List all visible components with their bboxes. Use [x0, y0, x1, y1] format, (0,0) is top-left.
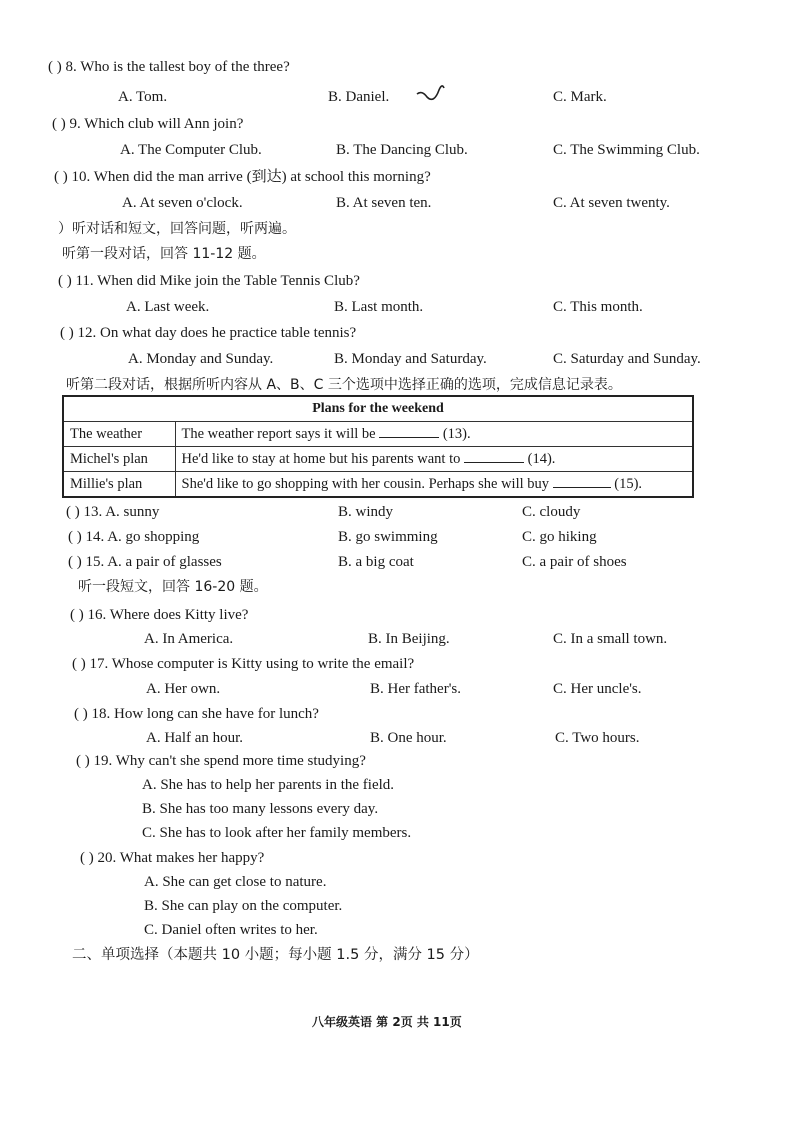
- section-heading: 二、单项选择（本题共 10 小题；每小题 1.5 分，满分 15 分）: [72, 947, 479, 963]
- option-b[interactable]: B. She has too many lessons every day.: [142, 801, 379, 817]
- option-c[interactable]: C. Her uncle's.: [553, 681, 642, 697]
- question-14: [68, 528, 199, 546]
- option-b[interactable]: B. Monday and Saturday.: [334, 351, 487, 367]
- row-content: [175, 422, 693, 447]
- question-10: [54, 168, 431, 186]
- question-text: When did Mike join the Table Tennis Club?: [97, 273, 360, 289]
- question-19: [76, 752, 366, 770]
- option-b[interactable]: B. Her father's.: [370, 681, 462, 697]
- option-a[interactable]: A. a pair of glasses: [107, 554, 222, 570]
- row-ref: (13).: [442, 426, 471, 442]
- row-label: Millie's plan: [63, 472, 175, 498]
- answer-blank[interactable]: [553, 475, 611, 488]
- option-c[interactable]: C. This month.: [553, 299, 643, 315]
- option-b[interactable]: B. a big coat: [338, 554, 414, 570]
- option-a[interactable]: A. sunny: [105, 504, 160, 520]
- question-number: ( ) 10.: [54, 169, 91, 185]
- option-a[interactable]: A. In America.: [144, 631, 234, 647]
- option-a[interactable]: A. Half an hour.: [146, 730, 244, 746]
- question-number: ( ) 20.: [80, 850, 117, 866]
- question-text: When did the man arrive (到达) at school this morning?: [93, 169, 431, 185]
- row-text: He'd like to stay at home but his parents want to: [181, 451, 461, 467]
- option-c[interactable]: C. She has to look after her family members.: [142, 825, 412, 841]
- question-18: [74, 705, 319, 723]
- option-c[interactable]: C. Mark.: [553, 89, 607, 105]
- instruction-listen-twice: ）听对话和短文，回答问题，听两遍。: [58, 221, 296, 237]
- question-9: [52, 115, 243, 133]
- option-a[interactable]: A. The Computer Club.: [120, 142, 262, 158]
- plans-table: [62, 395, 694, 498]
- question-number: ( ) 16.: [70, 607, 107, 623]
- question-text: Who is the tallest boy of the three?: [80, 59, 290, 75]
- table-header-row: [63, 396, 693, 422]
- table-row: [63, 422, 693, 447]
- question-8: [48, 58, 290, 76]
- question-20: [80, 849, 264, 867]
- question-number: ( ) 19.: [76, 753, 113, 769]
- question-17: [72, 655, 414, 673]
- table-title: Plans for the weekend: [63, 396, 693, 422]
- question-text: Whose computer is Kitty using to write the email?: [111, 656, 415, 672]
- question-text: What makes her happy?: [119, 850, 265, 866]
- answer-blank[interactable]: [464, 450, 524, 463]
- question-text: How long can she have for lunch?: [114, 706, 319, 722]
- row-content: [175, 472, 693, 498]
- option-b[interactable]: B. windy: [338, 504, 394, 520]
- option-b[interactable]: B. In Beijing.: [368, 631, 450, 647]
- question-number: ( ) 15.: [68, 554, 105, 570]
- question-13: [66, 503, 159, 521]
- question-text: Where does Kitty live?: [109, 607, 249, 623]
- question-text: Which club will Ann join?: [84, 116, 244, 132]
- row-ref: (15).: [614, 476, 643, 492]
- question-number: ( ) 13.: [66, 504, 103, 520]
- option-a[interactable]: A. She has to help her parents in the field.: [142, 777, 395, 793]
- instruction-passage: 听一段短文，回答 16-20 题。: [78, 579, 268, 595]
- page-footer: 八年级英语 第 2页 共 11页: [312, 1015, 462, 1029]
- question-16: [70, 606, 248, 624]
- answer-blank[interactable]: [379, 425, 439, 438]
- row-label: Michel's plan: [63, 447, 175, 472]
- table-row: [63, 472, 693, 498]
- option-b[interactable]: B. go swimming: [338, 529, 438, 545]
- question-11: [58, 272, 360, 290]
- option-a[interactable]: A. go shopping: [107, 529, 200, 545]
- row-text: The weather report says it will be: [181, 426, 376, 442]
- option-b[interactable]: B. One hour.: [370, 730, 447, 746]
- option-b[interactable]: B. She can play on the computer.: [144, 898, 343, 914]
- option-a[interactable]: A. Monday and Sunday.: [128, 351, 274, 367]
- question-text: Why can't she spend more time studying?: [115, 753, 366, 769]
- option-c[interactable]: C. go hiking: [522, 529, 597, 545]
- option-a[interactable]: A. Tom.: [118, 89, 168, 105]
- row-ref: (14).: [527, 451, 556, 467]
- table-row: [63, 447, 693, 472]
- option-c[interactable]: C. The Swimming Club.: [553, 142, 700, 158]
- option-a[interactable]: A. Her own.: [146, 681, 221, 697]
- option-c[interactable]: C. In a small town.: [553, 631, 668, 647]
- question-number: ( ) 17.: [72, 656, 109, 672]
- option-b[interactable]: B. At seven ten.: [336, 195, 432, 211]
- row-content: [175, 447, 693, 472]
- question-number: ( ) 11.: [58, 273, 94, 289]
- question-number: ( ) 9.: [52, 116, 81, 132]
- question-number: ( ) 8.: [48, 59, 77, 75]
- question-number: ( ) 14.: [68, 529, 105, 545]
- option-b[interactable]: B. The Dancing Club.: [336, 142, 468, 158]
- option-c[interactable]: C. Saturday and Sunday.: [553, 351, 701, 367]
- handwritten-check-icon: [414, 84, 450, 110]
- question-text: On what day does he practice table tennis?: [100, 325, 357, 341]
- option-b[interactable]: B. Last month.: [334, 299, 424, 315]
- instruction-first-dialogue: 听第一段对话，回答 11-12 题。: [62, 246, 266, 262]
- question-15: [68, 553, 222, 571]
- option-c[interactable]: C. At seven twenty.: [553, 195, 670, 211]
- row-text: She'd like to go shopping with her cousin. Perhaps she will buy: [181, 476, 549, 492]
- option-c[interactable]: C. Daniel often writes to her.: [144, 922, 318, 938]
- option-a[interactable]: A. She can get close to nature.: [144, 874, 327, 890]
- option-b[interactable]: B. Daniel.: [328, 89, 390, 105]
- question-number: ( ) 18.: [74, 706, 111, 722]
- option-a[interactable]: A. Last week.: [126, 299, 210, 315]
- option-c[interactable]: C. a pair of shoes: [522, 554, 627, 570]
- question-number: ( ) 12.: [60, 325, 97, 341]
- option-c[interactable]: C. cloudy: [522, 504, 581, 520]
- option-a[interactable]: A. At seven o'clock.: [122, 195, 243, 211]
- option-c[interactable]: C. Two hours.: [555, 730, 640, 746]
- instruction-second-dialogue: 听第二段对话，根据所听内容从 A、B、C 三个选项中选择正确的选项，完成信息记录表。: [66, 377, 622, 393]
- row-label: The weather: [63, 422, 175, 447]
- question-12: [60, 324, 356, 342]
